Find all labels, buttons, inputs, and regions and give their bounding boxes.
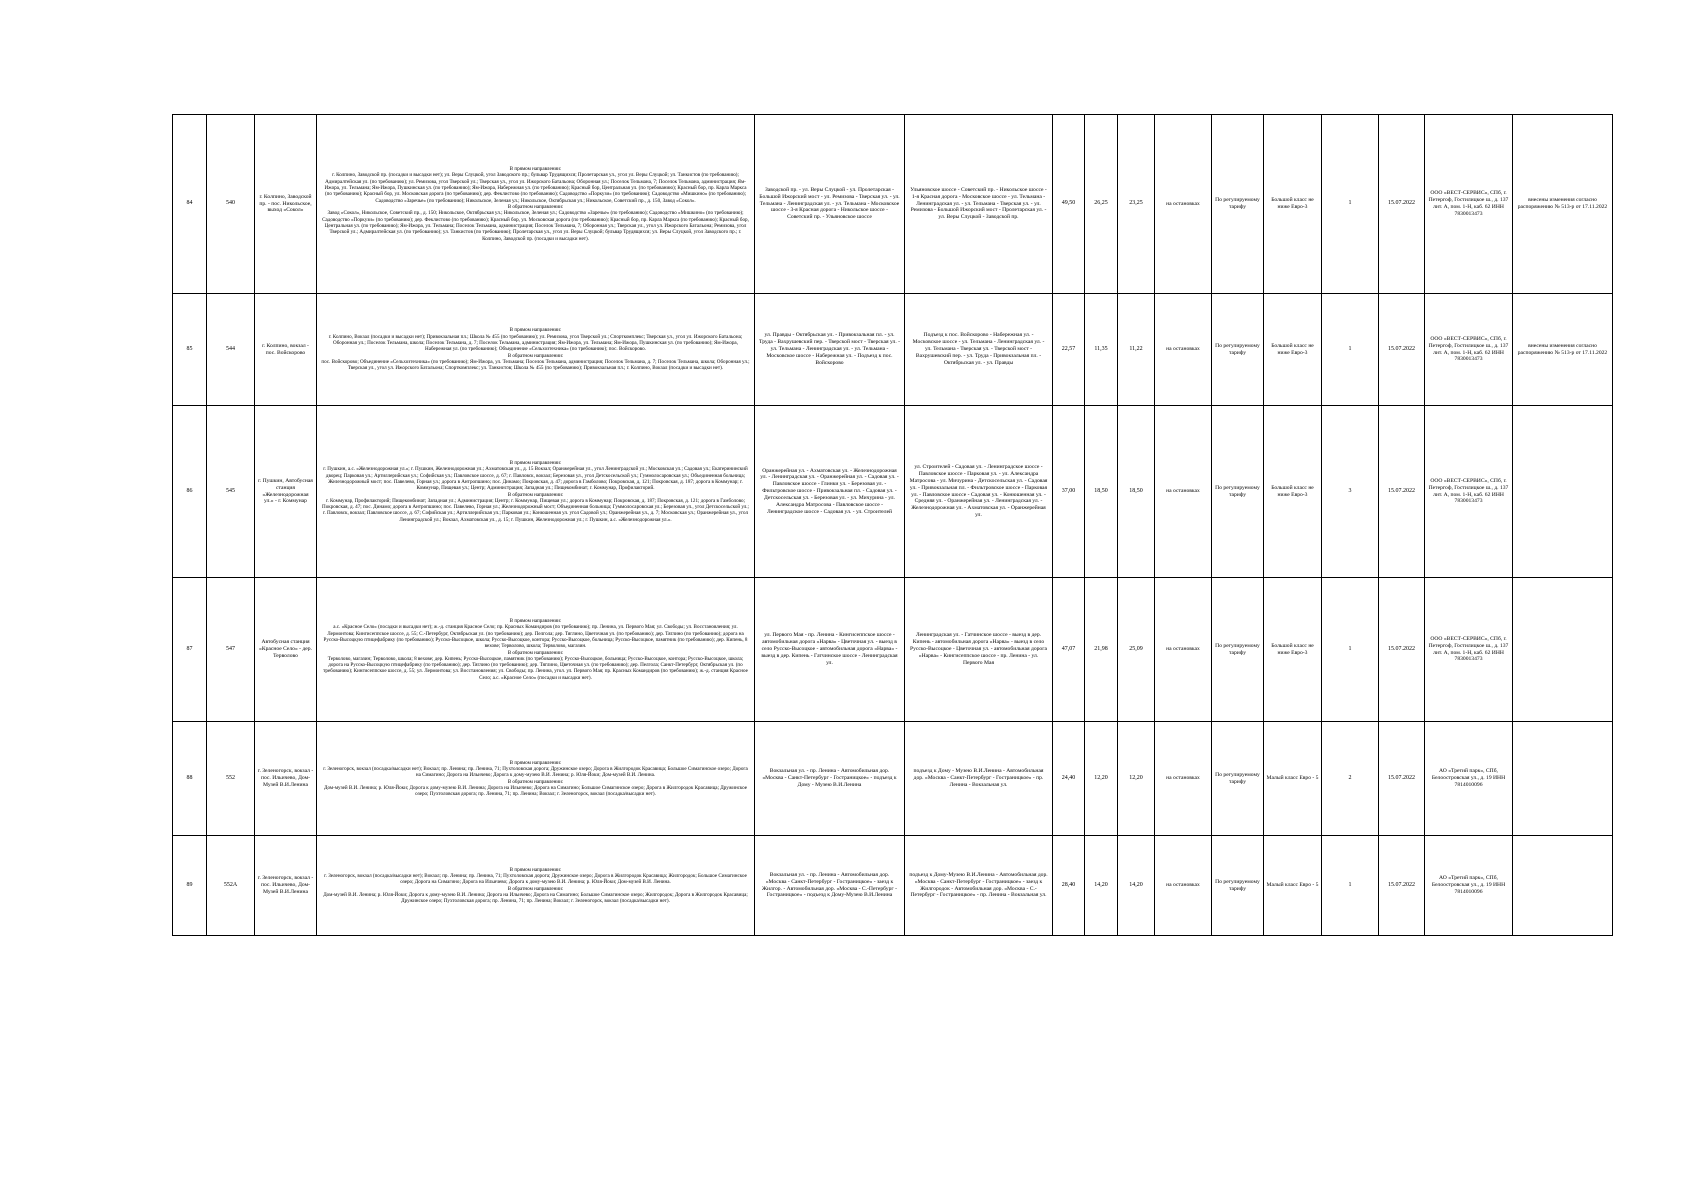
carrier-cell: ООО «ВЕСТ-СЕРВИС», СПб, г. Петергоф, Гостилицкое ш., д. 137 лит. А, пом. 1-Н, каб. 62 ИНН 7830013473 <box>1425 406 1513 578</box>
start-date-cell: 15.07.2022 <box>1379 406 1425 578</box>
reverse-direction-heading: В обратном направлении: <box>507 491 564 498</box>
stops-path-cell <box>317 115 755 294</box>
length-forward-cell: 14,20 <box>1085 836 1118 936</box>
length-forward-cell: 18,50 <box>1085 406 1118 578</box>
route-name-cell: г. Зеленогорск, вокзал - пос. Ильичево, Дом-Музей В.И.Ленина <box>255 722 317 836</box>
route-number-cell: 544 <box>207 294 255 406</box>
start-date-cell: 15.07.2022 <box>1379 722 1425 836</box>
forward-stops-list: г. Колпино, Заводской пр. (посадки и высадки нет); ул. Веры Слуцкой, угол Заводского пр.; бульвар Трудящихся; Пролетарская ул., угол ул. Веры Слуцкой; ул. Танкистов (по требованию); Адмиралтейская ул. (по требованию); ул. Ремизова, угол Тверской ул.; Тверская ул., угол ул. Ижорского Батальона; Оборонная ул.; Поселок Тельмана, 7; Поселок Тельмана, администрация; Ям-Ижора, ул. Тельмана; Ям-Ижора, Пушкинская ул. (по требованию); Ям-Ижора, Набережная ул. (по требованию); Красный бор, Центральная ул. (по требованию); Красный бор, пр. Карла Маркса (по требованию); Красный бор, ул. Московская дорога (по требованию); дер. Феклистово (по требованию); Садоводство «Поркузи» (по требованию); Садоводство «Мишкино» (по требованию); Садоводство «Заречье» (по требованию); Никольское, Зеленая ул.; Никольское, Октябрьская ул.; Никольское, Советский пр., д. 150, Завод «Сокол». <box>324 172 747 204</box>
length-total-cell: 49,50 <box>1053 115 1085 294</box>
forward-direction-heading: В прямом направлении: <box>509 166 562 173</box>
carrier-cell: ООО «ВЕСТ-СЕРВИС», СПб, г. Петергоф, Гостилицкое ш., д. 137 лит. А, пом. 1-Н, каб. 62 ИНН 7830013473 <box>1425 115 1513 294</box>
stop-order-cell: на остановках <box>1155 578 1212 722</box>
length-reverse-cell: 14,20 <box>1118 836 1155 936</box>
note-cell <box>1513 836 1613 936</box>
route-number-cell: 552А <box>207 836 255 936</box>
vehicle-count-cell: 1 <box>1322 115 1379 294</box>
length-reverse-cell: 12,20 <box>1118 722 1155 836</box>
table-row <box>173 115 1613 294</box>
streets-reverse-cell: Ленинградская ул. - Гатчинское шоссе - выезд в дер. Кипень - автомобильная дорога «Нарва» - выезд в село Русско-Высоцкое - Цветочная ул. - автомобильная дорога «Нарва» - Кингисеппское шоссе - пр. Ленина - ул. Первого Мая <box>905 578 1053 722</box>
row-number-cell: 84 <box>173 115 207 294</box>
route-number-cell: 552 <box>207 722 255 836</box>
vehicle-class-cell: Большой класс не ниже Евро-3 <box>1264 115 1322 294</box>
streets-reverse-cell: подъезд к Дому-Музею В.И.Ленина - Автомобильная дор. «Москва - Санкт-Петербург - Гостраницкое» - заезд к Жилгородок - Автомобильная дор. «Москва - С.-Петербург - Гостраницкое» - пр. Ленина - Вокзальная ул. <box>905 836 1053 936</box>
forward-stops-list: г. Зеленогорск, вокзал (посадка/высадки нет); Вокзал; пр. Ленина; пр. Ленина, 71; Пухтоловская дорога; Дружинское озеро; Дорога в Жилгородок Красавица; Жилгородок; Большое Симагинское озеро; Дорога на Симагино; Дорога на Ильичево; Дорога к дому-музею В.И. Ленина; р. Юля-Йоки; Дом-музей В.И. Ленина. <box>324 872 747 886</box>
tariff-cell: По регулируемому тарифу <box>1212 406 1264 578</box>
forward-direction-heading: В прямом направлении: <box>509 459 562 466</box>
forward-direction-heading: В прямом направлении: <box>509 327 562 334</box>
vehicle-count-cell: 1 <box>1322 578 1379 722</box>
table-row <box>173 836 1613 936</box>
table-row <box>173 578 1613 722</box>
carrier-cell: АО «Третий парк», СПб, Белоостровская ул., д. 19 ИНН 7814010096 <box>1425 836 1513 936</box>
length-reverse-cell: 25,09 <box>1118 578 1155 722</box>
vehicle-class-cell: Малый класс Евро - 5 <box>1264 722 1322 836</box>
route-name-cell: г. Колпино, вокзал - пос. Войскорово <box>255 294 317 406</box>
tariff-cell: По регулируемому тарифу <box>1212 722 1264 836</box>
row-number-cell: 86 <box>173 406 207 578</box>
row-number-cell: 88 <box>173 722 207 836</box>
length-total-cell: 22,57 <box>1053 294 1085 406</box>
note-cell: внесены изменения согласно распоряжению № 513-р от 17.11.2022 <box>1513 115 1613 294</box>
reverse-stops-list: Терволово, магазин; Терволово, школа; 8 вехове; дер. Кипень; Русско-Высоцкое, памятник (по требованию); Русско-Высоцкое, больница; Русско-Высоцкое, контора; Русско-Высоцкое, школа; дорога на Русско-Высоцкую птицефабрику (по требованию); дер. Тяглино (по требованию); дер. Тяглино, Цветочная ул. (по требованию); дер. Пелгола; Санкт-Петербург, Октябрьская ул. (по требованию); Кингисеппское шоссе, д. 55; ул. Лермонтова; ул. Восстановления; ул. Свободы; пр. Ленина, угол. ул. Первого Мая; пр. Красных Командиров (по требованию); ж.-д. станция Красное Село; а.с. «Красное Село» (посадки и высадки нет). <box>323 655 748 681</box>
start-date-cell: 15.07.2022 <box>1379 294 1425 406</box>
row-number-cell: 85 <box>173 294 207 406</box>
length-reverse-cell: 18,50 <box>1118 406 1155 578</box>
length-reverse-cell: 23,25 <box>1118 115 1155 294</box>
reverse-direction-heading: В обратном направлении: <box>507 204 564 210</box>
route-name-cell: г. Зеленогорск, вокзал - пос. Ильичево, Дом-Музей В.И.Ленина <box>255 836 317 936</box>
reverse-stops-list: г. Коммунар, Профилакторий; Пищекомбинат; Западная ул.; Администрация; Центр; г. Коммунар, Пищевая ул.; дорога в Коммунар; Покровская, д. 187; Покровская, д. 121; дорога в Гамболово; Покровская, д. 47; пос. Динамо; дорога в Антропшино; пос. Павелево, Горная ул.; Железнодорожный мост; Объединенная больница; Гуммолосаровская ул.; Березовая ул., угол Детскосельской ул.; г. Павловск, вокзал; Павловское шоссе, д. 67; Софийская ул.; Артиллерийская ул.; Парковая ул.; Конюшенная ул. угол Садовой ул.; Оранжерейная ул., д. 7; Московская ул.; Оранжерейная ул., угол Ленинградской ул.; Вокзал, Ахматовская ул., д. 15; г. Пушкин, Железнодорожная ул.; г. Пушкин, а.с. «Железнодорожная ул.». <box>322 497 749 523</box>
vehicle-class-cell: Большой класс не ниже Евро-3 <box>1264 294 1322 406</box>
reverse-stops-list: Дом-музей В.И. Ленина; р. Юля-Йоки; Дорога к дому-музею В.И. Ленина; Дорога на Ильичево; Дорога на Симагино; Большое Симагинское озеро; Жилгородок; Дорога в Жилгородок Красавица; Дружинское озеро; Пухтоловская дорога; пр. Ленина, 71; пр. Ленина; Вокзал; г. Зеленогорск, вокзал (посадка/высадки нет). <box>323 891 748 905</box>
streets-forward-cell: Оранжерейная ул. - Ахматовская ул. - Железнодорожная ул. - Ленинградская ул. - Оранжерейная ул. - Садовая ул. - Павловское шоссе - Глинки ул. - Березовая ул. - Фильтровское шоссе - Привокзальная пл. - Садовая ул. - Детскосельская ул. - Березовая ул. - ул. Мичурина - ул. Александра Матросова - Павловское шоссе - Ленинградское шоссе - Садовая ул. - ул. Строителей <box>755 406 905 578</box>
start-date-cell: 15.07.2022 <box>1379 836 1425 936</box>
streets-forward-cell: Вокзальная ул. - пр. Ленина - Автомобильная дор. «Москва - Санкт-Петербург - Гостраницкое» - заезд к Жилгор. - Автомобильная дор. «Москва - С.-Петербург - Гостраницкое» - подъезд к Дому-Музею В.И.Ленина <box>755 836 905 936</box>
length-total-cell: 28,40 <box>1053 836 1085 936</box>
streets-reverse-cell: Ульяновское шоссе - Советский пр. - Никольское шоссе - 1-я Красная дорога - Московское шоссе - ул. Тельмана - Ленинградская ул. - ул. Тельмана - Тверская ул. - ул. Ремизова - Большой Ижорский мост - Пролетарская ул. - ул. Веры Слуцкой - Заводской пр. <box>905 115 1053 294</box>
reverse-stops-list: Дом-музей В.И. Ленина; р. Юля-Йоки; Дорога к дому-музею В.И. Ленина; Дорога на Ильичево; Дорога на Симагино; Большое Симагинское озеро; Дорога в Жилгородок Красавица; Дружинское озеро; Пухтоловская дорога; пр. Ленина, 71; пр. Ленина; Вокзал; г. Зеленогорск, вокзал (посадка/высадки нет). <box>323 784 748 798</box>
reverse-stops-list: пос. Войскорово; Объединение «Сельхозтехника» (по требованию); Ям-Ижора, ул. Тельмана; Поселок Тельмана, администрация; Поселок Тельмана, д. 7; Поселок Тельмана, школа; Оборонная ул.; Тверская ул., угол ул. Ижорского Батальона; Спорткомплекс; ул. Танкистов; Школа № 455 (по требованию); Привокзальная пл.; г. Колпино, Вокзал (посадки и высадки нет). <box>321 358 750 372</box>
reverse-direction-heading: В обратном направлении: <box>507 649 564 656</box>
reverse-direction-heading: В обратном направлении: <box>507 885 564 892</box>
vehicle-class-cell: Большой класс не ниже Евро-3 <box>1264 578 1322 722</box>
streets-forward-cell: ул. Правды - Октябрьская ул. - Привокзальная пл. - ул. Труда - Вахрушевский пер. - Тверской мост - Тверская ул. - ул. Тельмана - Ленинградская ул. - ул. Тельмана - Московское шоссе - Набережная ул. - Подъезд к пос. Войскорово <box>755 294 905 406</box>
streets-reverse-cell: подъезд к Дому - Музею В.И.Ленина - Автомобильная дор. «Москва - Санкт-Петербург - Гостраницкое» - пр. Ленина - Вокзальная ул. <box>905 722 1053 836</box>
route-name-cell: г. Пушкин, Автобусная станция «Железнодорожная ул.» - г. Коммунар <box>255 406 317 578</box>
reverse-direction-heading: В обратном направлении: <box>507 778 564 785</box>
stops-path-cell <box>317 406 755 578</box>
streets-forward-cell: ул. Первого Мая - пр. Ленина - Кингисеппское шоссе - автомобильная дорога «Нарва» - Цветочная ул. - выезд в село Русско-Высоцкое - автомобильная дорога «Нарва» - выезд в дер. Кипень - Гатчинское шоссе - Ленинградская ул. <box>755 578 905 722</box>
carrier-cell: АО «Третий парк», СПб, Белоостровская ул., д. 19 ИНН 7814010096 <box>1425 722 1513 836</box>
row-number-cell: 87 <box>173 578 207 722</box>
forward-stops-list: г. Колпино, Вокзал (посадки и высадки нет); Привокзальная пл.; Школа № 455 (по требованию); ул. Ремизова, угол Тверской ул.; Спорткомплекс; Тверская ул., угол ул. Ижорского Батальона; Оборонная ул.; Поселок Тельмана, школа; Поселок Тельмана, д. 7; Поселок Тельмана, администрация; Ям-Ижора, ул. Тельмана; Ям-Ижора, Пушкинская ул. (по требованию); Ям-Ижора, Набережная ул. (по требованию); Объединение «Сельхозтехника» (по требованию); пос. Войскорово. <box>328 333 743 353</box>
vehicle-count-cell: 3 <box>1322 406 1379 578</box>
length-forward-cell: 26,25 <box>1085 115 1118 294</box>
stops-path-cell <box>317 578 755 722</box>
route-number-cell: 547 <box>207 578 255 722</box>
stop-order-cell: на остановках <box>1155 722 1212 836</box>
length-reverse-cell: 11,22 <box>1118 294 1155 406</box>
route-number-cell: 540 <box>207 115 255 294</box>
note-cell <box>1513 578 1613 722</box>
vehicle-class-cell: Большой класс не ниже Евро-3 <box>1264 406 1322 578</box>
note-cell: внесены изменения согласно распоряжению № 513-р от 17.11.2022 <box>1513 294 1613 406</box>
stop-order-cell: на остановках <box>1155 406 1212 578</box>
forward-direction-heading: В прямом направлении: <box>509 617 562 624</box>
stops-path-cell <box>317 722 755 836</box>
tariff-cell: По регулируемому тарифу <box>1212 578 1264 722</box>
length-total-cell: 37,00 <box>1053 406 1085 578</box>
length-total-cell: 47,07 <box>1053 578 1085 722</box>
stops-path-cell <box>317 294 755 406</box>
streets-reverse-cell: ул. Строителей - Садовая ул. - Ленинградское шоссе - Павловское шоссе - Парковая ул. - ул. Александра Матросова - ул. Мичурина - Детскосельская ул. - Садовая ул. - Привокзальная пл. - Фильтровское шоссе - Парковая ул. - Павловское шоссе - Садовая ул. - Конюшенная ул. - Средняя ул. - Оранжерейная ул. - Ленинградская ул. - Железнодорожная ул. - Ахматовская ул. - Оранжерейная ул. <box>905 406 1053 578</box>
forward-direction-heading: В прямом направлении: <box>509 866 562 873</box>
note-cell <box>1513 406 1613 578</box>
vehicle-count-cell: 2 <box>1322 722 1379 836</box>
row-number-cell: 89 <box>173 836 207 936</box>
tariff-cell: По регулируемому тарифу <box>1212 836 1264 936</box>
route-number-cell: 545 <box>207 406 255 578</box>
length-total-cell: 24,40 <box>1053 722 1085 836</box>
route-name-cell: Автобусная станция «Красное Село» - дер. Терволово <box>255 578 317 722</box>
stop-order-cell: на остановках <box>1155 294 1212 406</box>
table-row <box>173 406 1613 578</box>
stop-order-cell: на остановках <box>1155 115 1212 294</box>
table-row <box>173 722 1613 836</box>
table-row <box>173 294 1613 406</box>
stop-order-cell: на остановках <box>1155 836 1212 936</box>
reverse-stops-list: Завод «Сокол», Никольское, Советский пр., д. 150; Никольское, Октябрьская ул.; Никольское, Зеленая ул.; Садоводство «Заречье» (по требованию); Садоводство «Мишкино» (по требованию); Садоводство «Поркузи» (по требованию); дер. Феклистово (по требованию); Красный бор, ул. Московская дорога (по требованию); Красный бор, пр. Карла Маркса (по требованию); Красный бор, Центральная ул. (по требованию); Ям-Ижора, ул. Тельмана; Поселок Тельмана, администрация; Поселок Тельмана, 7; Оборонная ул.; Тверская ул., угол ул. Ижорского Батальона; Ремизова, угол Тверской ул.; Адмиралтейская ул. (по требованию); ул. Танкистов (по требованию); Пролетарская ул., угол ул. Веры Слуцкой; бульвар Трудящихся; ул. Веры Слуцкой, угол Заводского пр.; г. Колпино, Заводской пр. (посадки и высадки нет). <box>322 210 749 242</box>
carrier-cell: ООО «ВЕСТ-СЕРВИС», СПб, г. Петергоф, Гостилицкое ш., д. 137 лит. А, пом. 1-Н, каб. 62 ИНН 7830013473 <box>1425 578 1513 722</box>
length-forward-cell: 12,20 <box>1085 722 1118 836</box>
forward-direction-heading: В прямом направлении: <box>509 759 562 766</box>
vehicle-class-cell: Малый класс Евро - 5 <box>1264 836 1322 936</box>
streets-forward-cell: Заводской пр. - ул. Веры Слуцкой - ул. Пролетарская - Большой Ижорский мост - ул. Ремизова - Тверская ул. - ул. Тельмана - Ленинградская ул. - ул. Тельмана - Московское шоссе - 3-я Красная дорога - Никольское шоссе - Советский пр. - Ульяновское шоссе <box>755 115 905 294</box>
routes-register-table <box>172 114 1613 936</box>
length-forward-cell: 11,35 <box>1085 294 1118 406</box>
forward-stops-list: г. Зеленогорск, вокзал (посадка/высадки нет); Вокзал; пр. Ленина; пр. Ленина, 71; Пухтоловская дорога; Дружинское озеро; Дорога в Жилгородок Красавица; Большое Симагинское озеро; Дорога на Симагино; Дорога на Ильичево; Дорога к дому-музею В.И. Ленина; р. Юля-Йоки; Дом-музей В.И. Ленина. <box>323 765 748 779</box>
vehicle-count-cell: 1 <box>1322 294 1379 406</box>
vehicle-count-cell: 1 <box>1322 836 1379 936</box>
route-name-cell: г. Колпино, Заводской пр. - пос. Никольское, выход «Сокол» <box>255 115 317 294</box>
length-forward-cell: 21,98 <box>1085 578 1118 722</box>
note-cell <box>1513 722 1613 836</box>
forward-stops-list: а.с. «Красное Село» (посадки и высадки нет); ж.-д. станция Красное Село; пр. Красных Командиров (по требованию); пр. Ленина, ул. Первого Мая; ул. Свободы; ул. Восстановления; ул. Лермонтова; Кингисеппское шоссе, д. 55; С.-Петербург, Октябрьская ул. (по требованию); дер. Пелгола; дер. Тяглино, Цветочная ул. (по требованию); дер. Тяглино (по требованию); дорога на Русско-Высоцкую птицефабрику (по требованию); Русско-Высоцкое, школа; Русско-Высоцкое, контора; Русско-Высоцкое, больница; Русско-Высоцкое, памятник (по требованию); дер. Кипень, 8 вехове; Терволово, школа; Терволово, магазин. <box>323 624 748 650</box>
start-date-cell: 15.07.2022 <box>1379 115 1425 294</box>
tariff-cell: По регулируемому тарифу <box>1212 115 1264 294</box>
reverse-direction-heading: В обратном направлении: <box>507 352 564 359</box>
forward-stops-list: г. Пушкин, а.с. «Железнодорожная ул.»; г. Пушкин, Железнодорожная ул.; Ахматовская ул., д. 15 Вокзал; Оранжерейная ул., угол Ленинградской ул.; Московская ул.; Садовая ул.; Екатерининский дворец; Парковая ул.; Артиллерийская ул.; Софийская ул.; Павловское шоссе, д. 67; г. Павловск, вокзал; Березовая ул., угол Детскосельской ул.; Гуммолосаровская ул.; Объединенная больница; Железнодорожный мост; пос. Павелево, Горная ул.; дорога в Антропшино; пос. Динамо; Покровская, д. 47; дорога в Гамболово; Покровская, д. 121; Покровская, д. 187; дорога в Коммунар; г. Коммунар, Пищевая ул.; Центр; Администрация; Западная ул.; Пищекомбинат; г. Коммунар, Профилакторий. <box>323 466 748 492</box>
tariff-cell: По регулируемому тарифу <box>1212 294 1264 406</box>
stops-path-cell <box>317 836 755 936</box>
start-date-cell: 15.07.2022 <box>1379 578 1425 722</box>
carrier-cell: ООО «ВЕСТ-СЕРВИС», СПб, г. Петергоф, Гостилицкое ш., д. 137 лит. А, пом. 1-Н, каб. 62 ИНН 7830013473 <box>1425 294 1513 406</box>
streets-reverse-cell: Подъезд к пос. Войскорово - Набережная ул. - Московское шоссе - ул. Тельмана - Ленинградская ул. - ул. Тельмана - Тверская ул. - Тверской мост - Вахрушевский пер. - ул. Труда - Привокзальная пл. - Октябрьская ул. - ул. Правды <box>905 294 1053 406</box>
streets-forward-cell: Вокзальная ул. - пр. Ленина - Автомобильная дор. «Москва - Санкт-Петербург - Гостраницкое» - подъезд к Дому - Музею В.И.Ленина <box>755 722 905 836</box>
